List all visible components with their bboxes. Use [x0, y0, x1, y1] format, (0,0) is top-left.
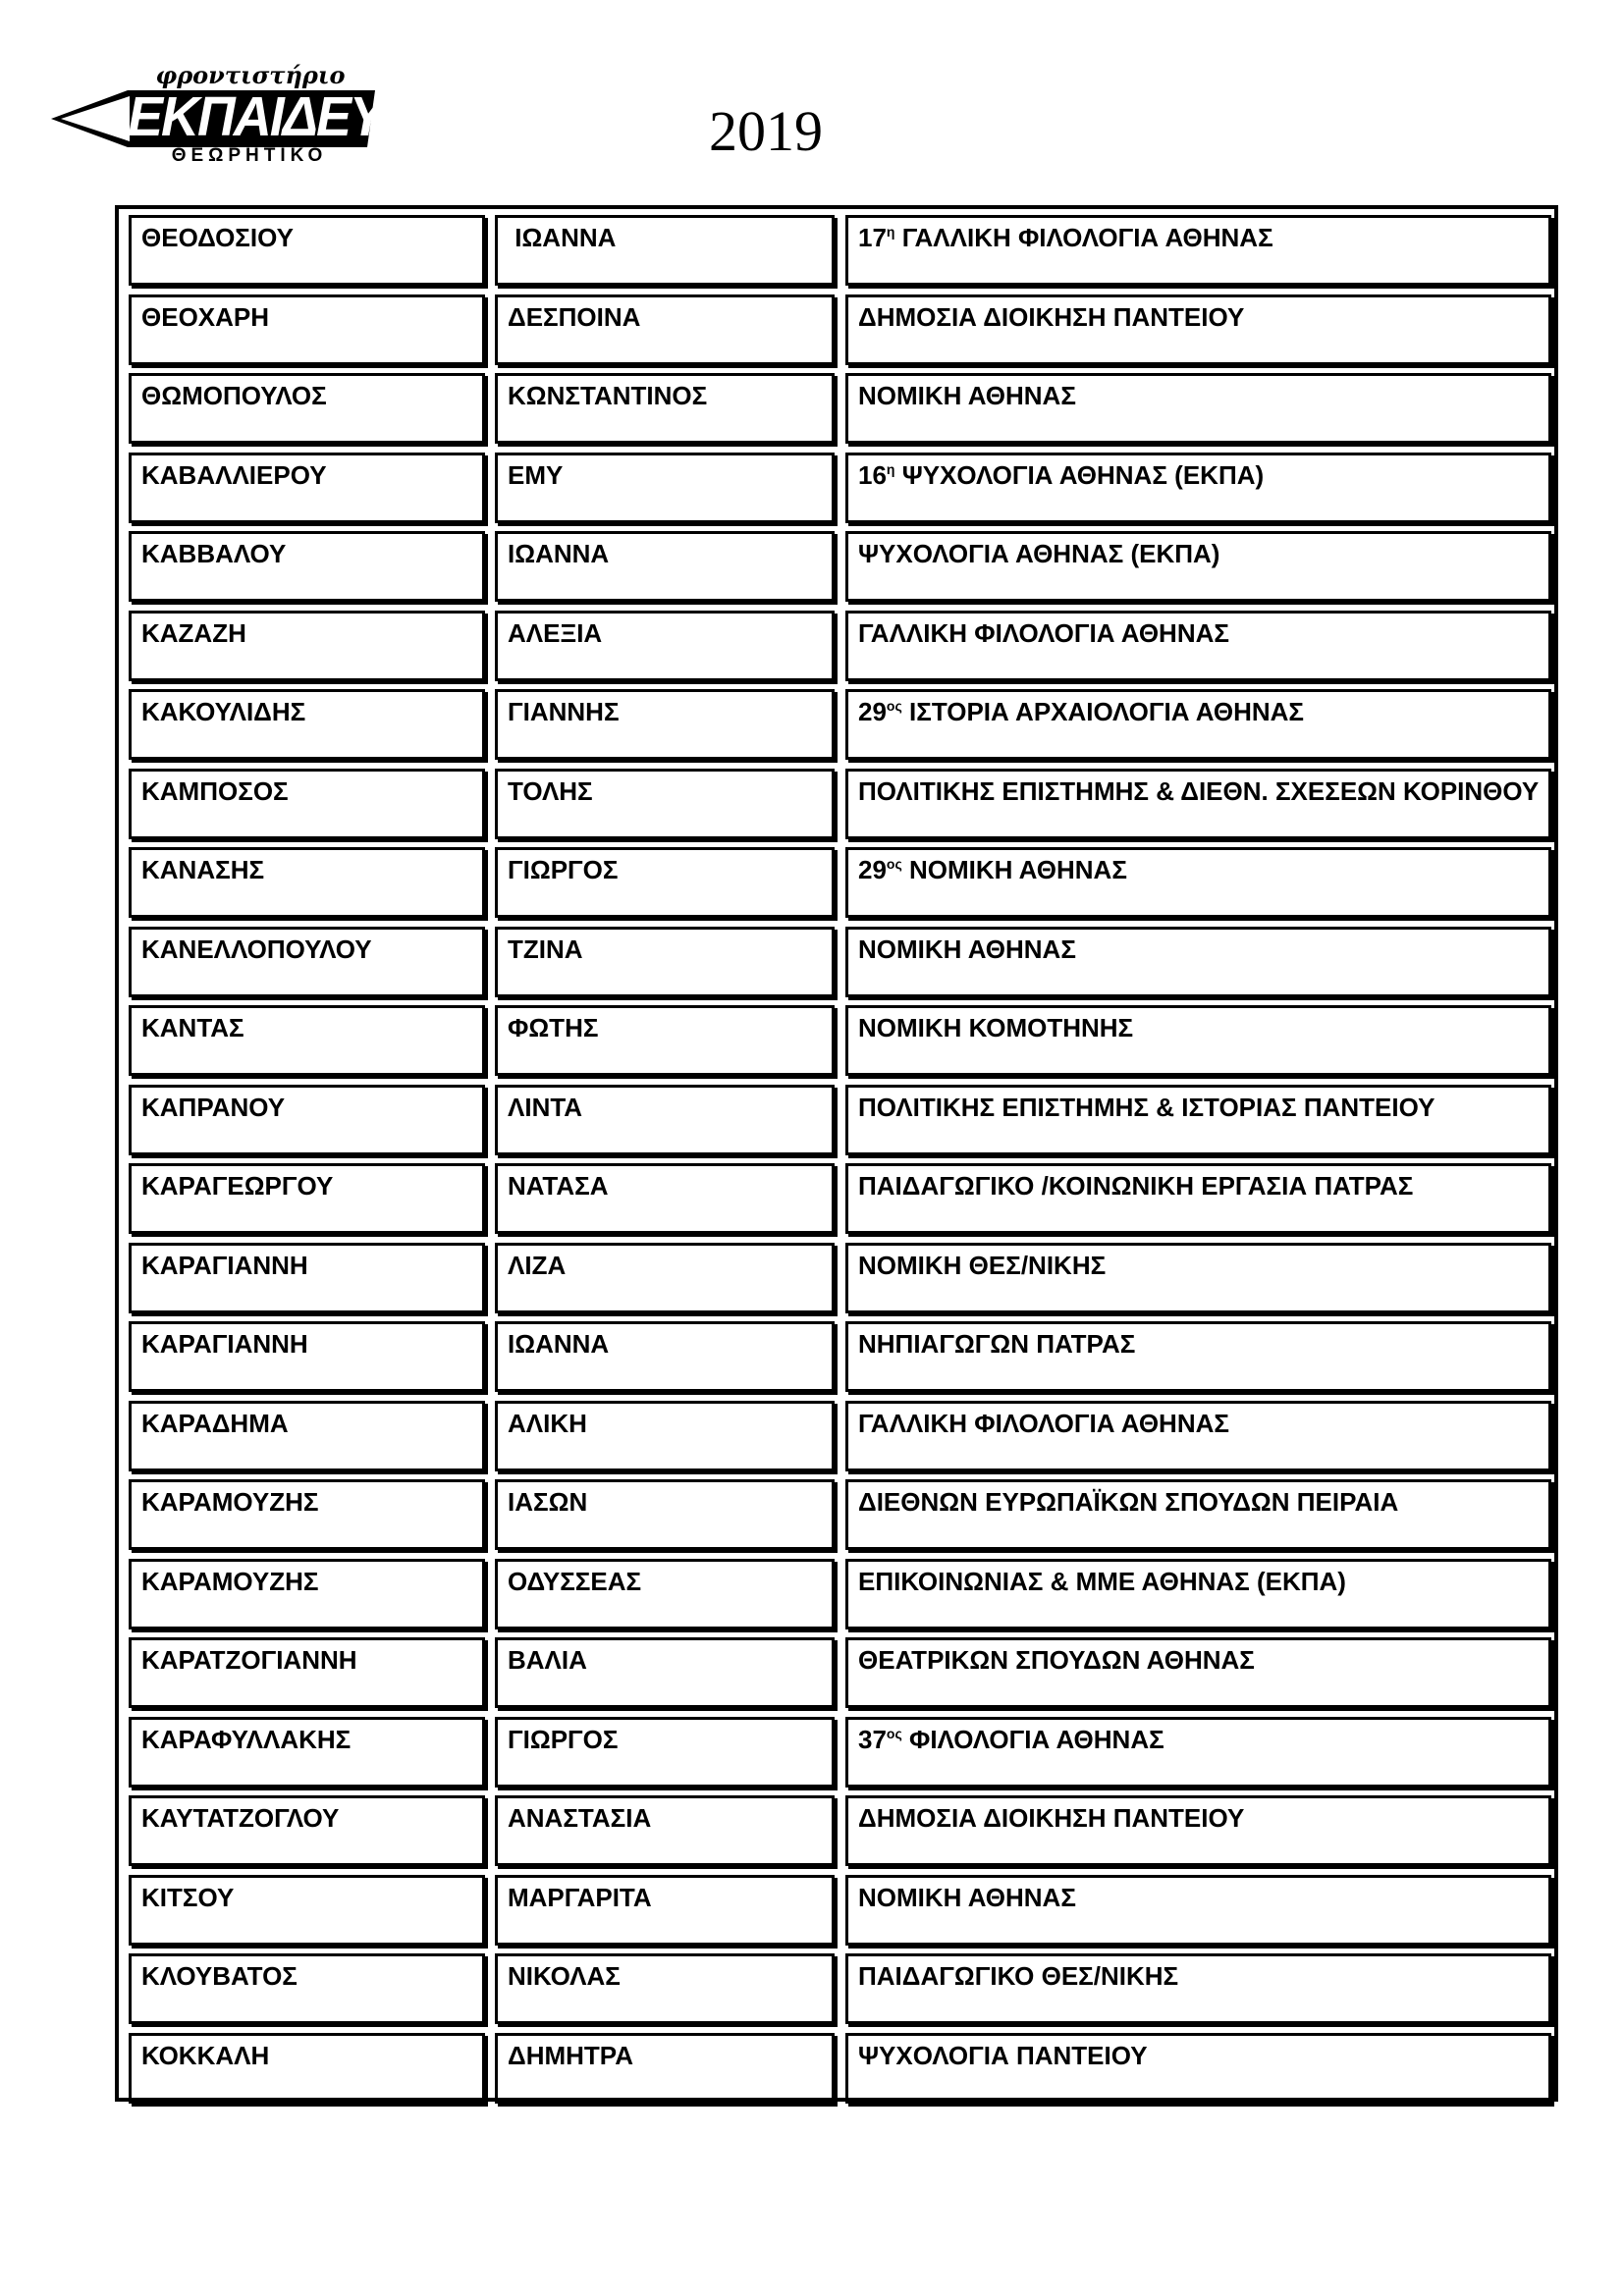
rank-number: 29 — [858, 697, 887, 726]
surname-cell: ΚΑΡΑΓΙΑΝΝΗ — [129, 1243, 485, 1313]
surname-cell: ΚΑΝΕΛΛΟΠΟΥΛΟΥ — [129, 927, 485, 997]
school-cell — [845, 1479, 1551, 1550]
first-name-cell: ΦΩΤΗΣ — [495, 1005, 835, 1076]
school-name: ΨΥΧΟΛΟΓΙΑ ΑΘΗΝΑΣ (ΕΚΠΑ) — [894, 460, 1265, 490]
rank-suffix: ος — [886, 856, 902, 872]
rank-number: 17 — [858, 223, 887, 252]
school-name: ΙΣΤΟΡΙΑ ΑΡΧΑΙΟΛΟΓΙΑ ΑΘΗΝΑΣ — [901, 697, 1305, 726]
rank-number: 29 — [858, 855, 887, 884]
surname-cell: ΚΑΡΑΜΟΥΖΗΣ — [129, 1479, 485, 1550]
school-name: ΘΕΑΤΡΙΚΩΝ ΣΠΟΥΔΩΝ ΑΘΗΝΑΣ — [858, 1645, 1255, 1675]
school-cell — [845, 1559, 1551, 1629]
rank-number: 37 — [858, 1725, 887, 1754]
surname-cell: ΚΑΚΟΥΛΙΔΗΣ — [129, 689, 485, 760]
school-name: ΨΥΧΟΛΟΓΙΑ ΑΘΗΝΑΣ (ΕΚΠΑ) — [858, 539, 1220, 568]
surname-cell: ΚΑΒΑΛΛΙΕΡΟΥ — [129, 453, 485, 523]
first-name-cell: ΕΜΥ — [495, 453, 835, 523]
surname-cell: ΚΑΠΡΑΝΟΥ — [129, 1085, 485, 1155]
school-cell — [845, 1321, 1551, 1392]
school-name: ΔΗΜΟΣΙΑ ΔΙΟΙΚΗΣΗ ΠΑΝΤΕΙΟΥ — [858, 1803, 1245, 1833]
surname-cell: ΚΑΡΑΤΖΟΓΙΑΝΝΗ — [129, 1637, 485, 1708]
first-name-cell: ΙΩΑΝΝΑ — [495, 531, 835, 602]
rank-suffix: ος — [886, 1726, 902, 1741]
school-name: ΠΟΛΙΤΙΚΗΣ ΕΠΙΣΤΗΜΗΣ & ΔΙΕΘΝ. ΣΧΕΣΕΩΝ ΚΟΡΙΝΘΟΥ — [858, 776, 1540, 806]
school-name: ΓΑΛΛΙΚΗ ΦΙΛΟΛΟΓΙΑ ΑΘΗΝΑΣ — [858, 1409, 1229, 1438]
school-name: ΝΟΜΙΚΗ ΑΘΗΝΑΣ — [858, 934, 1076, 964]
school-name: ΕΠΙΚΟΙΝΩΝΙΑΣ & ΜΜΕ ΑΘΗΝΑΣ (ΕΚΠΑ) — [858, 1567, 1346, 1596]
school-name: ΓΑΛΛΙΚΗ ΦΙΛΟΛΟΓΙΑ ΑΘΗΝΑΣ — [858, 618, 1229, 648]
surname-cell: ΚΙΤΣΟΥ — [129, 1875, 485, 1946]
surname-cell: ΚΑΜΠΟΣΟΣ — [129, 769, 485, 839]
school-cell — [845, 531, 1551, 602]
surname-cell: ΚΑΝΑΣΗΣ — [129, 847, 485, 918]
school-name: ΔΗΜΟΣΙΑ ΔΙΟΙΚΗΣΗ ΠΑΝΤΕΙΟΥ — [858, 302, 1245, 332]
rank-suffix: η — [886, 461, 895, 477]
school-cell — [845, 1163, 1551, 1234]
rank-suffix: ος — [886, 698, 902, 714]
surname-cell: ΘΕΟΧΑΡΗ — [129, 294, 485, 365]
first-name-cell: ΑΝΑΣΤΑΣΙΑ — [495, 1795, 835, 1866]
first-name-cell: ΛΙΝΤΑ — [495, 1085, 835, 1155]
school-cell — [845, 2033, 1551, 2104]
school-name: ΨΥΧΟΛΟΓΙΑ ΠΑΝΤΕΙΟΥ — [858, 2041, 1148, 2070]
first-name-cell: ΙΑΣΩΝ — [495, 1479, 835, 1550]
surname-cell: ΘΕΟΔΟΣΙΟΥ — [129, 215, 485, 286]
page-title-year: 2019 — [709, 99, 823, 163]
school-cell — [845, 1005, 1551, 1076]
school-cell — [845, 611, 1551, 681]
school-cell — [845, 1401, 1551, 1471]
school-name: ΝΟΜΙΚΗ ΑΘΗΝΑΣ — [858, 1883, 1076, 1912]
surname-cell: ΚΑΡΑΦΥΛΛΑΚΗΣ — [129, 1717, 485, 1788]
surname-cell: ΚΑΡΑΔΗΜΑ — [129, 1401, 485, 1471]
school-cell — [845, 1875, 1551, 1946]
school-name: ΔΙΕΘΝΩΝ ΕΥΡΩΠΑΪΚΩΝ ΣΠΟΥΔΩΝ ΠΕΙΡΑΙΑ — [858, 1487, 1399, 1517]
rank-suffix: η — [886, 224, 895, 240]
first-name-cell: ΜΑΡΓΑΡΙΤΑ — [495, 1875, 835, 1946]
school-cell — [845, 215, 1551, 286]
first-name-cell: ΛΙΖΑ — [495, 1243, 835, 1313]
surname-cell: ΚΛΟΥΒΑΤΟΣ — [129, 1953, 485, 2024]
first-name-cell: ΟΔΥΣΣΕΑΣ — [495, 1559, 835, 1629]
school-name: ΝΗΠΙΑΓΩΓΩΝ ΠΑΤΡΑΣ — [858, 1329, 1136, 1359]
first-name-cell: ΙΩΑΝΝΑ — [495, 215, 835, 286]
surname-cell: ΚΑΡΑΜΟΥΖΗΣ — [129, 1559, 485, 1629]
first-name-cell: ΒΑΛΙΑ — [495, 1637, 835, 1708]
first-name-cell: ΑΛΕΞΙΑ — [495, 611, 835, 681]
first-name-cell: ΙΩΑΝΝΑ — [495, 1321, 835, 1392]
results-table — [115, 205, 1558, 2102]
school-cell — [845, 1243, 1551, 1313]
school-name: ΠΑΙΔΑΓΩΓΙΚΟ /ΚΟΙΝΩΝΙΚΗ ΕΡΓΑΣΙΑ ΠΑΤΡΑΣ — [858, 1171, 1414, 1201]
school-cell — [845, 769, 1551, 839]
first-name-cell: ΓΙΩΡΓΟΣ — [495, 847, 835, 918]
first-name-cell: ΓΙΑΝΝΗΣ — [495, 689, 835, 760]
first-name-cell: ΑΛΙΚΗ — [495, 1401, 835, 1471]
logo-bottom-text: ΘΕΩΡΗΤΙΚΟ — [171, 145, 328, 166]
logo-main-text: ΕΚΠΑΙΔΕΥΣΗ — [128, 85, 449, 148]
first-name-cell: ΤΖΙΝΑ — [495, 927, 835, 997]
school-name: ΦΙΛΟΛΟΓΙΑ ΑΘΗΝΑΣ — [901, 1725, 1164, 1754]
first-name-cell: ΝΑΤΑΣΑ — [495, 1163, 835, 1234]
surname-cell: ΘΩΜΟΠΟΥΛΟΣ — [129, 373, 485, 444]
first-name-cell: ΔΕΣΠΟΙΝΑ — [495, 294, 835, 365]
rank-number: 16 — [858, 460, 887, 490]
school-cell — [845, 1637, 1551, 1708]
surname-cell: ΚΟΚΚΑΛΗ — [129, 2033, 485, 2104]
school-cell — [845, 1953, 1551, 2024]
first-name-cell: ΝΙΚΟΛΑΣ — [495, 1953, 835, 2024]
first-name-cell: ΔΗΜΗΤΡΑ — [495, 2033, 835, 2104]
surname-cell: ΚΑΝΤΑΣ — [129, 1005, 485, 1076]
school-name: ΝΟΜΙΚΗ ΚΟΜΟΤΗΝΗΣ — [858, 1013, 1134, 1042]
school-cell — [845, 373, 1551, 444]
school-cell — [845, 453, 1551, 523]
school-cell — [845, 927, 1551, 997]
first-name-cell: ΚΩΝΣΤΑΝΤΙΝΟΣ — [495, 373, 835, 444]
first-name-cell: ΤΟΛΗΣ — [495, 769, 835, 839]
school-name: ΝΟΜΙΚΗ ΑΘΗΝΑΣ — [901, 855, 1127, 884]
school-name: ΓΑΛΛΙΚΗ ΦΙΛΟΛΟΓΙΑ ΑΘΗΝΑΣ — [894, 223, 1273, 252]
school-cell — [845, 1085, 1551, 1155]
school-cell — [845, 1795, 1551, 1866]
surname-cell: ΚΑΖΑΖΗ — [129, 611, 485, 681]
surname-cell: ΚΑΒΒΑΛΟΥ — [129, 531, 485, 602]
surname-cell: ΚΑΡΑΓΕΩΡΓΟΥ — [129, 1163, 485, 1234]
school-name: ΠΑΙΔΑΓΩΓΙΚΟ ΘΕΣ/ΝΙΚΗΣ — [858, 1961, 1179, 1991]
school-name: ΠΟΛΙΤΙΚΗΣ ΕΠΙΣΤΗΜΗΣ & ΙΣΤΟΡΙΑΣ ΠΑΝΤΕΙΟΥ — [858, 1093, 1435, 1122]
school-cell — [845, 1717, 1551, 1788]
brand-logo — [51, 61, 449, 169]
surname-cell: ΚΑΡΑΓΙΑΝΝΗ — [129, 1321, 485, 1392]
surname-cell: ΚΑΥΤΑΤΖΟΓΛΟΥ — [129, 1795, 485, 1866]
logo-top-text: φροντιστήριο — [155, 61, 346, 89]
school-name: ΝΟΜΙΚΗ ΘΕΣ/ΝΙΚΗΣ — [858, 1251, 1107, 1280]
first-name-cell: ΓΙΩΡΓΟΣ — [495, 1717, 835, 1788]
school-cell — [845, 294, 1551, 365]
school-name: ΝΟΜΙΚΗ ΑΘΗΝΑΣ — [858, 381, 1076, 410]
school-cell — [845, 689, 1551, 760]
school-cell — [845, 847, 1551, 918]
